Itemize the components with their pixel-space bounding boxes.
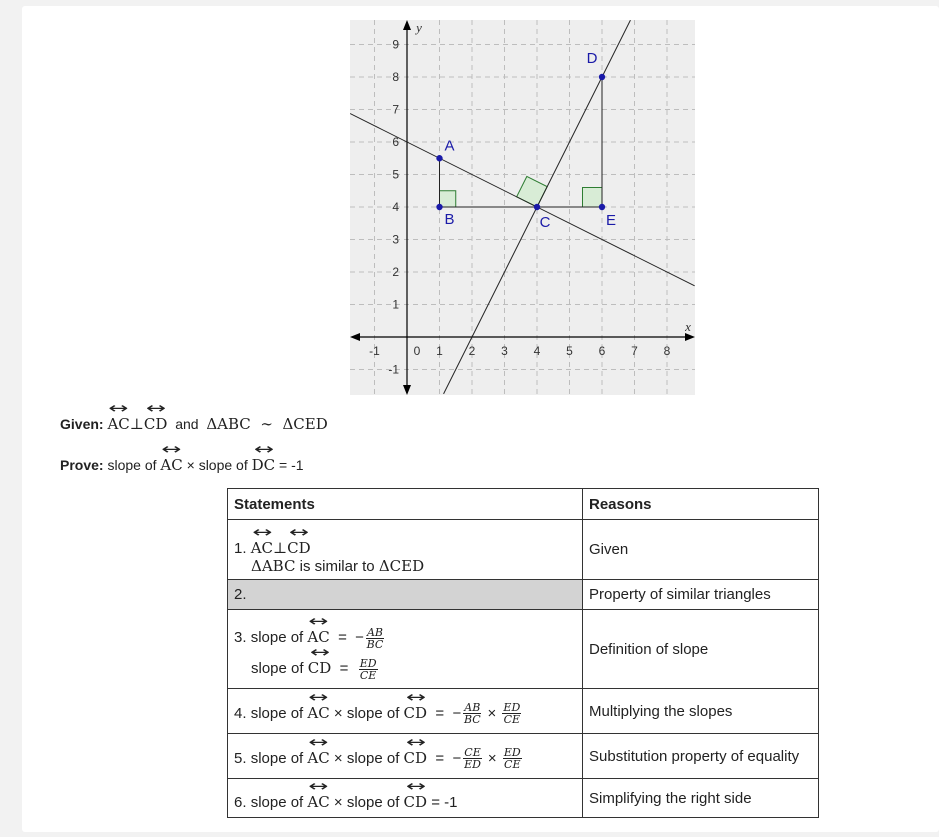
point-c (534, 204, 540, 210)
reason-cell: Substitution property of equality (583, 734, 819, 779)
header-reasons: Reasons (583, 489, 819, 520)
line-ac: ↔ AC (307, 742, 329, 767)
slope-of-text: slope of (346, 793, 400, 811)
statement-cell (228, 610, 583, 689)
line-cd: ↔ CD (287, 532, 311, 557)
point-label-d: D (586, 50, 598, 67)
x-tick-label: 6 (598, 344, 606, 358)
x-tick-label: 8 (663, 344, 671, 358)
row-number: 2. (234, 586, 247, 603)
slope-of-text: slope of (346, 749, 400, 767)
line-ac: ↔ AC (307, 786, 329, 811)
prove-text-2: slope of (198, 457, 248, 473)
coordinate-graph (350, 20, 695, 395)
x-tick-label: -1 (369, 344, 380, 358)
given-conjunction: and (175, 416, 199, 432)
statement-cell (228, 689, 583, 734)
table-row (228, 520, 819, 580)
line-cd: ↔ CD (308, 652, 332, 677)
y-axis-label: y (416, 20, 422, 35)
numerator: AB (366, 626, 383, 639)
line-cd: ↔ CD (404, 697, 428, 722)
slope-of-text: slope of (250, 749, 304, 767)
prove-line-dc: ↔ DC (252, 449, 276, 474)
table-header-row (228, 489, 819, 520)
statement-cell-blank[interactable] (228, 580, 583, 610)
line-ac: ↔ AC (251, 532, 273, 557)
given-triangle-ced: ΔCED (282, 415, 328, 433)
minus-sign: − (452, 749, 462, 767)
times-symbol: × (487, 704, 497, 722)
row-number: 3. (234, 629, 247, 647)
times-symbol: × (487, 749, 497, 767)
point-b (436, 204, 442, 210)
point-label-e: E (605, 212, 617, 229)
numerator: CE (464, 746, 481, 760)
line-cd: ↔ CD (404, 742, 428, 767)
similar-text: is similar to (299, 558, 375, 575)
minus-sign: − (452, 704, 462, 722)
prove-statement (60, 449, 304, 474)
y-tick-label: 5 (392, 167, 399, 182)
denominator: CE (503, 713, 521, 727)
point-label-c: C (539, 214, 551, 231)
x-tick-label: 2 (468, 344, 476, 358)
prove-label: Prove: (60, 457, 104, 473)
prove-result: = -1 (279, 457, 304, 473)
line-ac: ↔ AC (307, 697, 329, 722)
proof-table (227, 488, 819, 818)
denominator: BC (463, 713, 481, 727)
row-number: 4. (234, 704, 247, 722)
result-text: = -1 (431, 793, 458, 811)
denominator: CE (504, 758, 521, 772)
statement-cell (228, 779, 583, 818)
equals-sign: = (339, 660, 349, 677)
statement-cell (228, 734, 583, 779)
times-symbol: × (333, 704, 343, 722)
denominator: CE (359, 668, 377, 682)
slope-of-text: slope of (250, 704, 304, 722)
line-ac: ↔ AC (307, 621, 329, 646)
x-tick-label: 3 (501, 344, 508, 358)
given-label: Given: (60, 416, 104, 432)
perp-symbol: ⊥ (129, 415, 144, 433)
fraction-ed-ce (359, 658, 378, 681)
line-cd: ↔ CD (404, 786, 428, 811)
fraction-ab-bc (366, 627, 384, 650)
given-statement (60, 408, 328, 433)
y-tick-label: 1 (392, 297, 399, 312)
y-tick-label: 6 (392, 135, 399, 149)
denominator: ED (464, 758, 481, 772)
header-statements: Statements (228, 489, 583, 520)
given-line-ac: ↔ AC (107, 408, 129, 433)
y-tick-label: 9 (392, 37, 399, 52)
table-row (228, 689, 819, 734)
slope-of-text: slope of (250, 793, 304, 811)
y-tick-label: 3 (392, 232, 399, 247)
point-e (599, 204, 605, 210)
table-row (228, 779, 819, 818)
y-tick-label: 2 (392, 265, 399, 279)
x-tick-label: 4 (533, 344, 541, 358)
point-d (599, 74, 605, 80)
y-tick-label: 7 (392, 102, 399, 117)
x-tick-label: 1 (436, 344, 443, 358)
prove-line-ac: ↔ AC (160, 449, 182, 474)
y-tick-label: 8 (392, 70, 399, 84)
fraction-ed-ce (502, 702, 521, 725)
given-line-cd: ↔ CD (144, 408, 168, 433)
fraction-ed-ce (503, 747, 522, 770)
point-label-a: A (444, 137, 455, 155)
denominator: BC (366, 638, 384, 651)
x-tick-label: 7 (631, 344, 638, 358)
row-number: 5. (234, 749, 247, 767)
y-tick-label: -1 (388, 362, 399, 377)
point-a (436, 155, 442, 161)
numerator: ED (503, 701, 521, 715)
x-axis-label: x (685, 319, 691, 334)
reason-cell: Simplifying the right side (583, 779, 819, 818)
triangle-ced: ΔCED (378, 557, 425, 575)
right-angle-b (440, 191, 456, 207)
numerator: AB (464, 701, 481, 715)
given-triangle-abc: ΔABC (206, 415, 251, 433)
similar-symbol: ∼ (260, 415, 273, 433)
reason-cell: Property of similar triangles (583, 580, 819, 610)
row-number: 1. (234, 540, 247, 557)
fraction-ce-ed (463, 747, 481, 770)
slope-of-text: slope of (346, 704, 400, 722)
row-number: 6. (234, 793, 247, 811)
times-symbol: × (333, 749, 343, 767)
slope-of-text: slope of (250, 629, 304, 647)
equals-sign: = (435, 704, 445, 722)
reason-cell: Definition of slope (583, 610, 819, 689)
times-symbol: × (333, 793, 343, 811)
slope-of-text: slope of (251, 660, 304, 677)
point-label-b: B (444, 211, 455, 228)
numerator: ED (503, 746, 521, 760)
right-angle-e (583, 188, 603, 208)
equals-sign: = (435, 749, 445, 767)
minus-sign: − (355, 629, 364, 647)
x-tick-label: 5 (566, 344, 573, 358)
y-tick-label: 4 (392, 200, 399, 214)
prove-text-1: slope of (107, 457, 157, 473)
equals-sign: = (338, 629, 347, 647)
table-row (228, 734, 819, 779)
reason-cell: Given (583, 520, 819, 580)
x-tick-label: 0 (413, 344, 421, 358)
table-row (228, 580, 819, 610)
fraction-ab-bc (463, 702, 481, 725)
reason-cell: Multiplying the slopes (583, 689, 819, 734)
numerator: ED (359, 656, 377, 670)
statement-cell (228, 520, 583, 580)
perp-symbol: ⊥ (273, 539, 288, 557)
times-symbol: × (186, 457, 195, 473)
table-row (228, 610, 819, 689)
triangle-abc: ΔABC (251, 557, 296, 575)
